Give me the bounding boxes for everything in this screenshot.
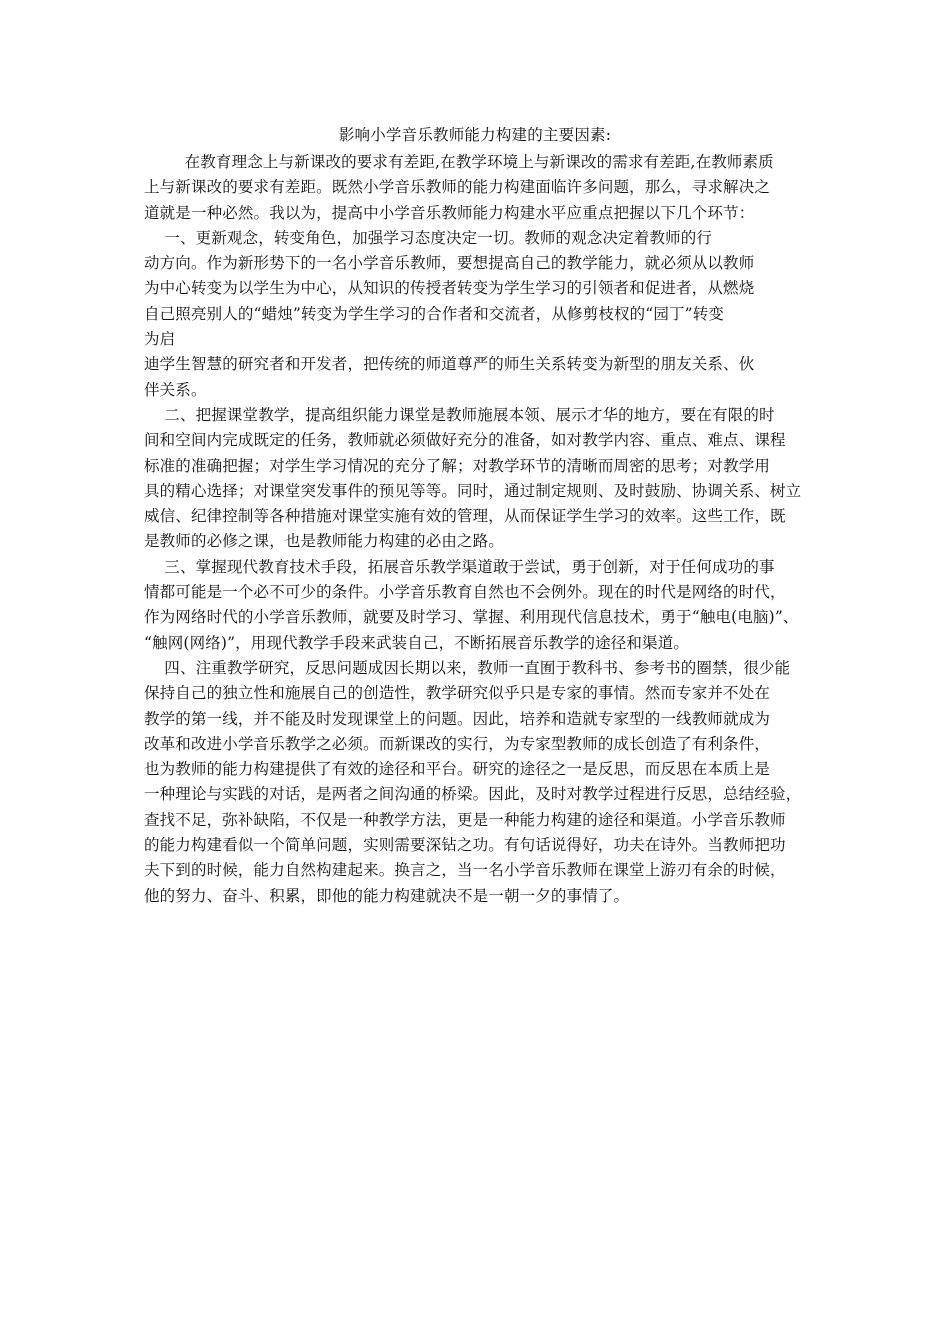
- body-line: 作为网络时代的小学音乐教师，就要及时学习、掌握、利用现代信息技术，勇于“触电(电脑)”、: [144, 608, 799, 627]
- document-title: 影响小学音乐教师能力构建的主要因素:: [338, 126, 612, 144]
- body-line: 夫下到的时候，能力自然构建起来。换言之，当一名小学音乐教师在课堂上游刃有余的时候，: [144, 861, 786, 880]
- body-line: 查找不足，弥补缺陷，不仅是一种教学方法，更是一种能力构建的途径和渠道。小学音乐教师: [144, 810, 786, 829]
- body-line: 动方向。作为新形势下的一名小学音乐教师，要想提高自己的教学能力，就必须从以教师: [144, 254, 755, 273]
- body-line: 上与新课改的要求有差距。既然小学音乐教师的能力构建面临许多问题，那么，寻求解决之: [144, 178, 771, 197]
- document-body: [144, 150, 824, 909]
- body-line: 也为教师的能力构建提供了有效的途径和平台。研究的途径之一是反思，而反思在本质上是: [144, 760, 771, 779]
- body-line: 情都可能是一个必不可少的条件。小学音乐教育自然也不会例外。现在的时代是网络的时代，: [144, 583, 786, 602]
- body-line: 具的精心选择；对课堂突发事件的预见等等。同时，通过制定规则、及时鼓励、协调关系、树立: [144, 481, 802, 500]
- body-line: 他的努力、奋斗、积累，即他的能力构建就决不是一朝一夕的事情了。: [144, 886, 630, 905]
- body-line: 自己照亮别人的“蜡烛”转变为学生学习的合作者和交流者，从修剪枝杈的“园丁”转变: [144, 304, 725, 323]
- body-line: 伴关系。: [144, 380, 207, 399]
- body-line: 道就是一种必然。我以为，提高中小学音乐教师能力构建水平应重点把握以下几个环节：: [144, 203, 755, 222]
- body-line: 间和空间内完成既定的任务，教师就必须做好充分的准备，如对教学内容、重点、难点、课程: [144, 431, 786, 450]
- body-line: 保持自己的独立性和施展自己的创造性，教学研究似乎只是专家的事情。然而专家并不处在: [144, 684, 771, 703]
- body-line: 一种理论与实践的对话，是两者之间沟通的桥梁。因此，及时对教学过程进行反思，总结经验，: [144, 785, 802, 804]
- body-line: 的能力构建看似一个简单问题，实则需要深钻之功。有句话说得好，功夫在诗外。当教师把功: [144, 836, 786, 855]
- body-line: 四、注重教学研究，反思问题成因长期以来，教师一直囿于教科书、参考书的圈禁，很少能: [144, 658, 791, 677]
- body-line: 一、更新观念，转变角色，加强学习态度决定一切。教师的观念决定着教师的行: [144, 228, 713, 247]
- body-line: 威信、纪律控制等各种措施对课堂实施有效的管理，从而保证学生学习的效率。这些工作，既: [144, 507, 786, 526]
- body-line: “触网(网络)”，用现代教学手段来武装自己，不断拓展音乐教学的途径和渠道。: [144, 633, 689, 652]
- body-line: 标准的准确把握；对学生学习情况的充分了解；对教学环节的清晰而周密的思考；对教学用: [144, 456, 771, 475]
- body-line: 二、把握课堂教学，提高组织能力课堂是教师施展本领、展示才华的地方，要在有限的时: [144, 405, 775, 424]
- body-line: 在教育理念上与新课改的要求有差距,在教学环境上与新课改的需求有差距,在教师素质: [144, 153, 774, 171]
- body-line: 为中心转变为以学生为中心，从知识的传授者转变为学生学习的引领者和促进者，从燃烧: [144, 279, 755, 298]
- body-line: 改革和改进小学音乐教学之必须。而新课改的实行，为专家型教师的成长创造了有利条件，: [144, 734, 771, 753]
- body-line: 教学的第一线，并不能及时发现课堂上的问题。因此，培养和造就专家型的一线教师就成为: [144, 709, 771, 728]
- body-line: 三、掌握现代教育技术手段，拓展音乐教学渠道敢于尝试，勇于创新，对于任何成功的事: [144, 557, 775, 576]
- body-line: 迪学生智慧的研究者和开发者，把传统的师道尊严的师生关系转变为新型的朋友关系、伙: [144, 355, 755, 374]
- body-line: 为启: [144, 330, 176, 349]
- body-line: 是教师的必修之课，也是教师能力构建的必由之路。: [144, 532, 504, 551]
